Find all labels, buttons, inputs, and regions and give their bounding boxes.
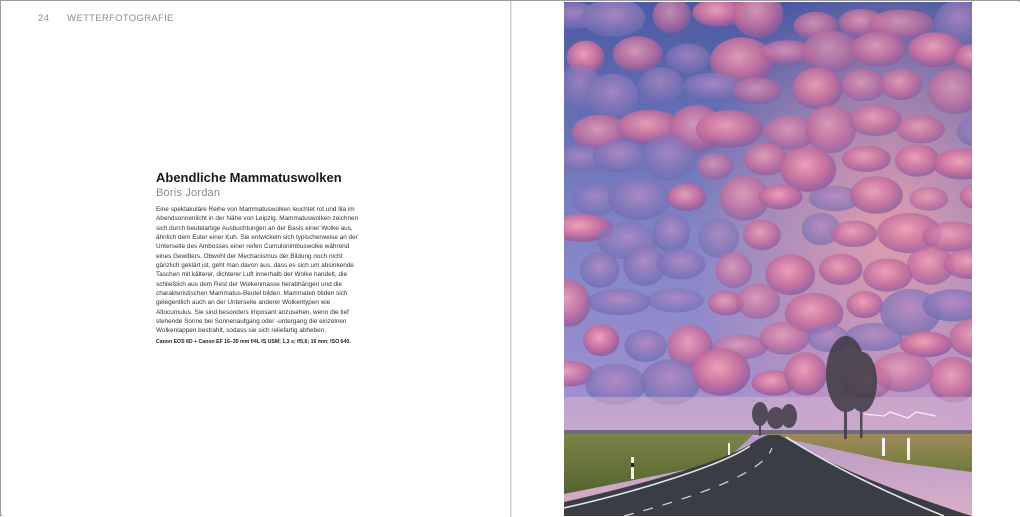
cloud-puff [805, 105, 856, 153]
cloud-puff [580, 252, 619, 288]
cloud-puff [608, 179, 670, 221]
cloud-puff [733, 77, 782, 104]
cloud-puff [657, 249, 706, 280]
cloud-puff [895, 144, 940, 176]
cloud-puff [896, 115, 944, 143]
cloud-puff [696, 110, 763, 147]
mammatus-cloud-road-photo [564, 2, 972, 516]
cloud-puff [668, 184, 707, 211]
cloud-puff [850, 176, 903, 214]
right-page [512, 2, 1020, 516]
article-author: Boris Jordan [156, 187, 221, 199]
cloud-puff [759, 184, 803, 209]
cloud-puff [583, 325, 619, 357]
cloud-puff [841, 69, 886, 102]
cloud-puff [666, 44, 710, 74]
article-body: Eine spektakuläre Reihe von Mammatuswolken leuchtet rot und lila im Abendsonnenlicht in der Nähe von Leipzig. Mammatuswolken zeichnen sich durch beutelartige Ausbuchtungen an der Basis einer Wolke aus, ähnlich dem Euter einer Kuh. Sie entwickeln sich typischerweise an der Unterseite des Ambosses einer reifen Cumulonimbuswolke während eines Gewitters. Obwohl der Mechanismus der Bildung noch nicht gänzlich geklärt ist, geht man davon aus, dass es sich um absinkende Taschen mit kälterer, dichterer Luft innerhalb der Wolke handelt, die schließlich aus dem Rest der Wolkenmasse herabhängen und die charakteristischen Mammatus-Beutel bilden. Mammaten bilden sich gelegentlich auch an der Unterseite anderer Wolkentypen wie Altocumulus. Sie sind besonders imposant anzusehen, wenn die tief stehende Sonne bei Sonnenaufgang oder -untergang die einzelnen Wolkenlappen bestrahlt, sodass sie sich reliefartig abheben. [156, 206, 359, 335]
section-title: WETTERFOTOGRAFIE [67, 13, 174, 24]
cloud-puff [613, 36, 663, 72]
cloud-puff [863, 259, 912, 292]
cloud-puff [847, 291, 883, 318]
cloud-puff [698, 218, 739, 258]
cloud-puff [842, 146, 891, 172]
cloud-puff [736, 284, 780, 319]
cloud-puff [784, 352, 827, 395]
cloud-puff [871, 352, 933, 392]
cloud-puff [908, 32, 963, 67]
camera-caption: Canon EOS 6D + Canon EF 16–35 mm f/4L IS USM; 1,3 s; f/5,6; 16 mm; ISO 640. [156, 338, 351, 345]
cloud-puff [652, 214, 690, 253]
cloud-puff [909, 187, 948, 211]
cloud-puff [715, 252, 752, 288]
cloud-puff [792, 68, 842, 110]
cloud-puff [624, 330, 667, 362]
cloud-puff [692, 348, 751, 395]
article [156, 170, 362, 346]
cloud-puff [851, 32, 906, 67]
page-number: 24 [38, 13, 50, 24]
cloud-puff [593, 140, 645, 172]
cloud-puff [586, 74, 639, 118]
cloud-puff [759, 322, 809, 355]
cloud-puff [849, 105, 902, 137]
cloud-puff [697, 153, 734, 180]
cloud-puff [743, 220, 781, 250]
cloud-puff [638, 67, 683, 103]
left-page [2, 2, 510, 516]
cloud-puff [831, 221, 878, 247]
cloud-puff [880, 69, 922, 100]
cloud-puff [641, 135, 695, 181]
mammatus-photo [564, 2, 972, 516]
cloud-puff [819, 254, 862, 285]
cloud-puff [588, 289, 651, 315]
running-head [38, 13, 174, 24]
cloud-puff [780, 147, 836, 192]
article-title: Abendliche Mammatuswolken [156, 170, 342, 185]
cloud-puff [647, 288, 704, 312]
